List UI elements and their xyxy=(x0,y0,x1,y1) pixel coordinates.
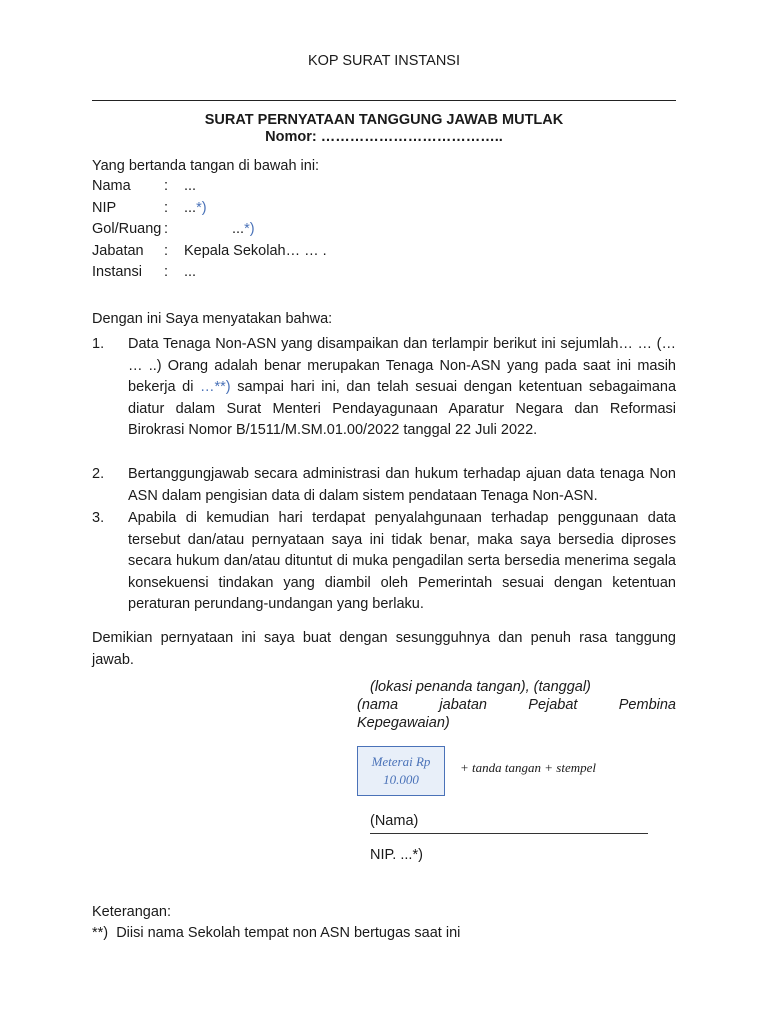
statement-item-1 xyxy=(92,334,676,442)
signatory-name: (Nama) xyxy=(370,813,419,829)
item-text: Data Tenaga Non-ASN yang disampaikan dan terlampir berikut ini sejumlah… … (… … ..) Orang adalah benar merupakan Tenaga Non-ASN yang pada saat ini masih bekerja di …**) sampai hari ini, dan telah sesuai dengan ketentuan sebagaimana diatur dalam Surat Menteri Pendayagunaan Aparatur Negara dan Reformasi Birokrasi Nomor B/1511/M.SM.01.00/2022 tanggal 22 Juli 2022. xyxy=(128,336,677,438)
statement-item-2 xyxy=(92,464,676,507)
notes-item xyxy=(92,924,460,942)
signature-place-date: (lokasi penanda tangan), (tanggal) xyxy=(370,679,591,695)
notes-text: Diisi nama Sekolah tempat non ASN bertugas saat ini xyxy=(116,925,461,941)
identity-label: Gol/Ruang xyxy=(92,221,162,237)
notes-heading: Keterangan: xyxy=(92,904,172,920)
footnote-marker: *) xyxy=(196,200,207,216)
statement-item-3 xyxy=(92,508,676,616)
signature-position-line1: (nama jabatan Pejabat Pembina xyxy=(357,697,676,713)
meterai-amount: 10.000 xyxy=(383,772,419,787)
identity-colon: : xyxy=(164,200,169,216)
identity-intro: Yang bertanda tangan di bawah ini: xyxy=(92,158,320,174)
identity-value: ... xyxy=(184,264,197,280)
identity-value: ...*) xyxy=(232,221,255,237)
signature-line xyxy=(370,833,648,834)
signature-position-line2: Kepegawaian) xyxy=(357,715,450,731)
identity-row-instansi xyxy=(92,262,592,283)
identity-row-nama xyxy=(92,176,592,197)
item-text: Apabila di kemudian hari terdapat penyalahgunaan terhadap penggunaan data tersebut dan/atau pernyataan saya ini tidak benar, maka saya bersedia diproses secara hukum dan/atau dituntut di muka pengadilan serta bersedia menerima segala konsekuensi tindakan yang diambil oleh Pemerintah sesuai dengan ketentuan peraturan perundang-undangan yang berlaku. xyxy=(128,510,676,612)
footnote-marker: …**) xyxy=(200,379,231,395)
closing-statement: Demikian pernyataan ini saya buat dengan sesungguhnya dan penuh rasa tanggung jawab. xyxy=(92,630,676,668)
signature-instruction: + tanda tangan + stempel xyxy=(460,760,596,775)
identity-row-jabatan xyxy=(92,241,592,262)
item-number: 2. xyxy=(92,466,105,482)
notes-marker: **) xyxy=(92,925,109,941)
signatory-nip: NIP. ...*) xyxy=(370,847,423,863)
letterhead: KOP SURAT INSTANSI xyxy=(307,53,461,69)
statement-lead: Dengan ini Saya menyatakan bahwa: xyxy=(92,311,333,327)
identity-colon: : xyxy=(164,264,169,280)
letterhead-divider xyxy=(92,100,676,101)
identity-row-golruang xyxy=(92,219,592,240)
identity-label: Nama xyxy=(92,178,131,194)
identity-value: ...*) xyxy=(184,200,207,216)
identity-label: Jabatan xyxy=(92,243,144,259)
meterai-stamp xyxy=(357,746,445,796)
identity-value: Kepala Sekolah… … . xyxy=(184,243,327,259)
identity-label: NIP xyxy=(92,200,117,216)
identity-colon: : xyxy=(164,221,169,237)
letter-number: Nomor: ……………………………….. xyxy=(265,129,503,145)
identity-row-nip xyxy=(92,198,592,219)
identity-value: ... xyxy=(184,178,197,194)
item-text: Bertanggungjawab secara administrasi dan hukum terhadap ajuan data tenaga Non ASN dalam pengisian data di dalam sistem pendataan Tenaga Non-ASN. xyxy=(128,466,676,504)
footnote-marker: *) xyxy=(244,221,255,237)
item-number: 3. xyxy=(92,510,105,526)
letter-title: SURAT PERNYATAAN TANGGUNG JAWAB MUTLAK xyxy=(204,112,564,128)
identity-label: Instansi xyxy=(92,264,142,280)
meterai-label: Meterai Rp xyxy=(371,754,431,769)
item-number: 1. xyxy=(92,336,105,352)
identity-colon: : xyxy=(164,178,169,194)
identity-colon: : xyxy=(164,243,169,259)
